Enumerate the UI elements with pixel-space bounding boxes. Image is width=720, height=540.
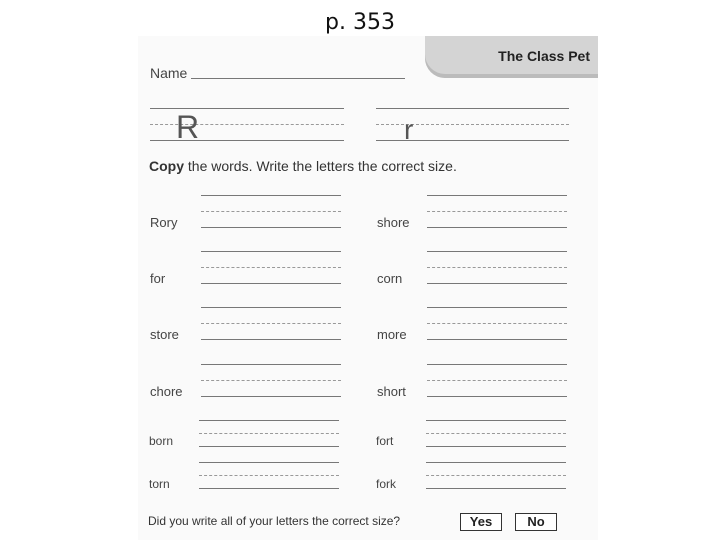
writing-line[interactable] [201, 251, 341, 252]
trace-letter-upper: R [176, 109, 200, 145]
word-label: born [149, 434, 174, 448]
writing-line[interactable] [427, 251, 567, 252]
writing-line[interactable] [426, 488, 566, 489]
writing-midline[interactable] [201, 267, 341, 268]
writing-midline[interactable] [201, 380, 341, 381]
name-line[interactable] [191, 78, 405, 79]
writing-line[interactable] [201, 396, 341, 397]
writing-line[interactable] [201, 307, 341, 308]
writing-midline[interactable] [427, 267, 567, 268]
word-label: shore [377, 215, 410, 230]
writing-line[interactable] [427, 227, 567, 228]
writing-line[interactable] [427, 339, 567, 340]
word-label: corn [377, 271, 403, 286]
instructions [149, 158, 457, 174]
writing-line[interactable] [426, 462, 566, 463]
writing-line[interactable] [201, 339, 341, 340]
instructions-lead: Copy [149, 158, 184, 174]
writing-midline[interactable] [426, 433, 566, 434]
yes-box[interactable]: Yes [460, 513, 502, 531]
word-label: short [377, 384, 406, 399]
writing-line[interactable] [201, 195, 341, 196]
word-label: torn [149, 477, 170, 491]
trace-top-line [376, 108, 569, 109]
writing-midline[interactable] [426, 475, 566, 476]
writing-line[interactable] [199, 462, 339, 463]
page-number: p. 353 [325, 10, 395, 35]
worksheet-title: The Class Pet [498, 48, 590, 64]
word-label: fort [376, 434, 394, 448]
writing-midline[interactable] [427, 323, 567, 324]
word-label: Rory [150, 215, 178, 230]
trace-letter-lower: r [404, 114, 414, 145]
writing-line[interactable] [199, 488, 339, 489]
writing-line[interactable] [427, 307, 567, 308]
writing-midline[interactable] [427, 380, 567, 381]
writing-line[interactable] [427, 283, 567, 284]
writing-line[interactable] [427, 195, 567, 196]
writing-midline[interactable] [199, 475, 339, 476]
title-tab [425, 36, 598, 78]
word-label: more [377, 327, 407, 342]
writing-midline[interactable] [201, 211, 341, 212]
writing-line[interactable] [199, 420, 339, 421]
worksheet [138, 36, 598, 540]
writing-midline[interactable] [201, 323, 341, 324]
word-label: for [150, 271, 166, 286]
self-check-question: Did you write all of your letters the correct size? [148, 514, 401, 528]
writing-line[interactable] [201, 364, 341, 365]
writing-line[interactable] [427, 364, 567, 365]
no-box[interactable]: No [515, 513, 557, 531]
word-label: chore [150, 384, 183, 399]
writing-line[interactable] [427, 396, 567, 397]
writing-line[interactable] [426, 446, 566, 447]
writing-line[interactable] [199, 446, 339, 447]
writing-line[interactable] [201, 283, 341, 284]
name-label: Name [150, 65, 188, 81]
writing-line[interactable] [426, 420, 566, 421]
writing-midline[interactable] [427, 211, 567, 212]
writing-midline[interactable] [199, 433, 339, 434]
word-label: store [150, 327, 179, 342]
word-label: fork [376, 477, 397, 491]
writing-line[interactable] [201, 227, 341, 228]
instructions-text: the words. Write the letters the correct size. [187, 158, 457, 174]
